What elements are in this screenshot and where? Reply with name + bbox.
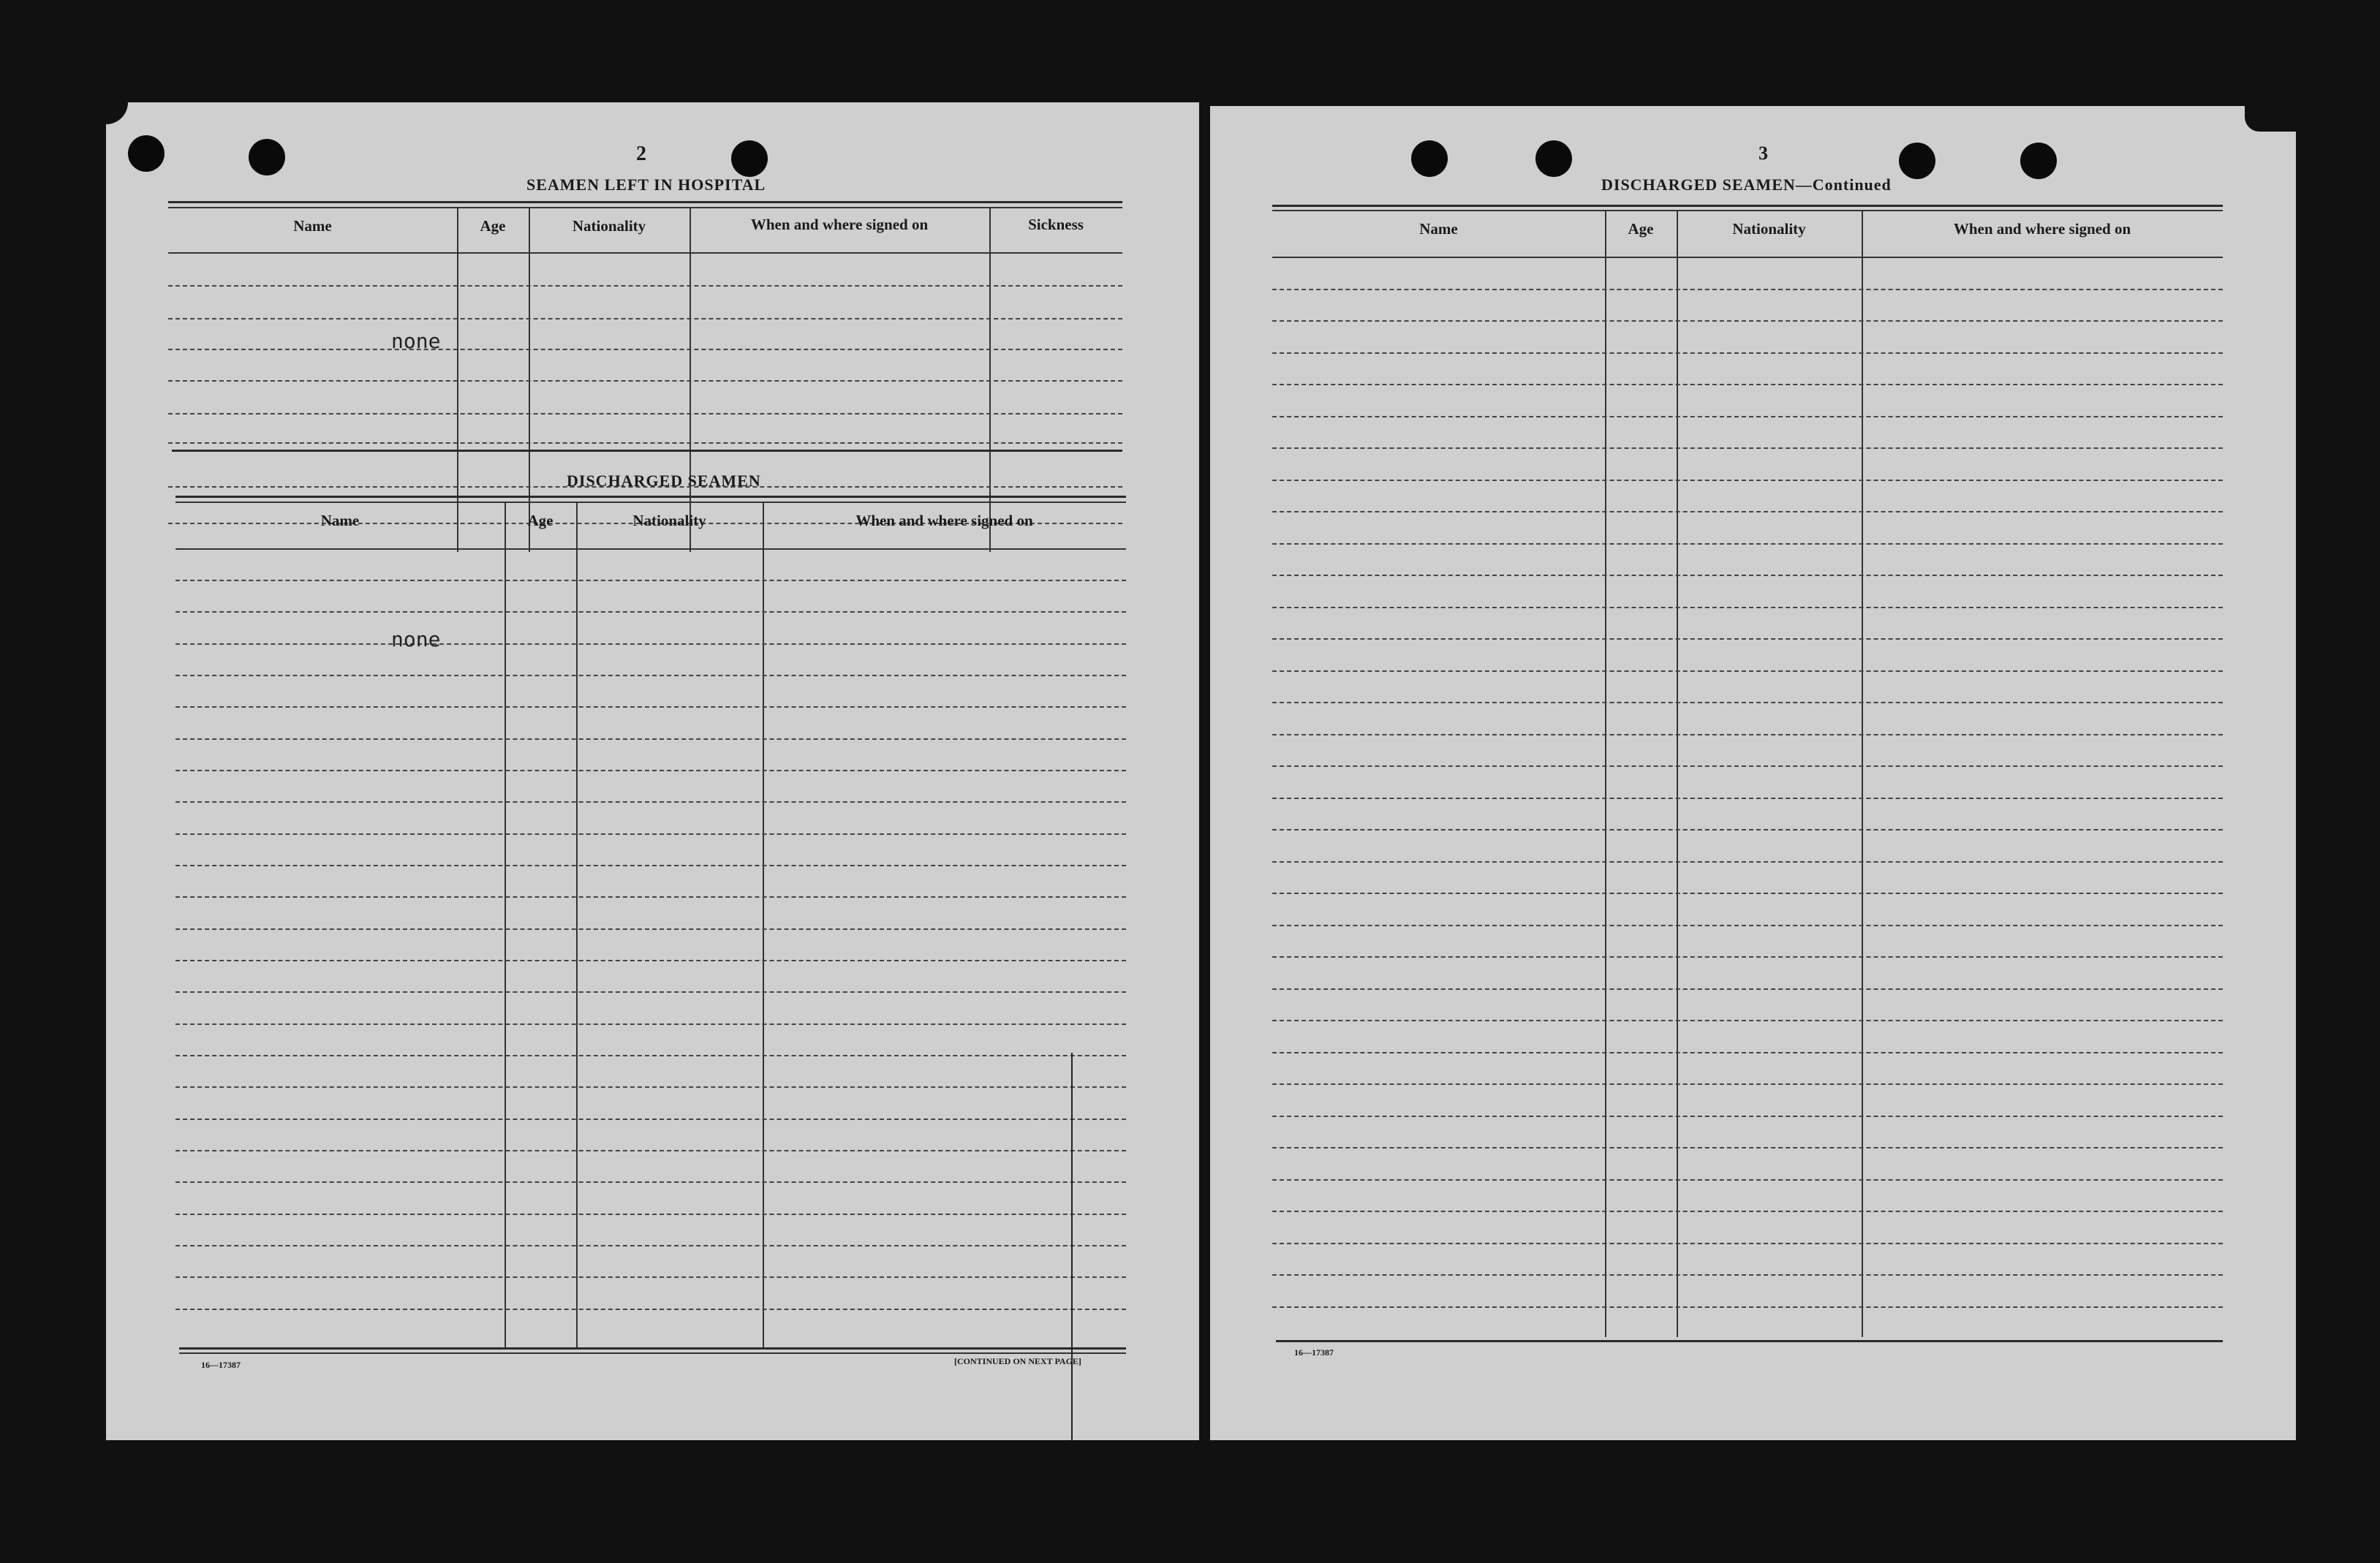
table-top-rule: [168, 201, 1122, 203]
page-notch: [99, 95, 128, 124]
column-header-sickness: Sickness: [1028, 216, 1084, 233]
entry-line: [168, 442, 1122, 444]
punch-hole: [2020, 143, 2057, 179]
column-header-signed-on: When and where signed on: [855, 512, 1033, 529]
header-underline: [168, 252, 1122, 254]
discharged-table: [175, 503, 1126, 1347]
column-divider: [763, 503, 764, 1347]
entry-line: [175, 991, 1126, 993]
entry-line: [1272, 511, 2223, 512]
column-header-signed-on: When and where signed on: [750, 216, 929, 233]
entry-line: [1272, 765, 2223, 767]
entry-line: [1272, 1306, 2223, 1308]
entry-line: [175, 675, 1126, 676]
entry-line: [175, 833, 1126, 835]
column-divider: [1605, 211, 1606, 1337]
entry-line: [175, 1023, 1126, 1025]
table-top-rule: [175, 496, 1126, 498]
entry-line: [175, 770, 1126, 771]
column-header-nationality: Nationality: [572, 217, 646, 235]
entry-line: [1272, 1274, 2223, 1276]
entry-line: [1272, 320, 2223, 322]
column-header-age: Age: [1628, 220, 1654, 238]
entry-line: [1272, 480, 2223, 481]
entry-line: [175, 706, 1126, 708]
entry-line: [175, 611, 1126, 613]
punch-hole: [1411, 140, 1448, 177]
entry-line: [168, 285, 1122, 287]
entry-line: [1272, 289, 2223, 290]
entry-line: [175, 738, 1126, 740]
punch-hole: [249, 139, 285, 175]
entry-line: [1272, 1116, 2223, 1117]
column-header-signed-on: When and where signed on: [1953, 220, 2131, 238]
entry-line: [168, 349, 1122, 350]
entry-line: [175, 1245, 1126, 1246]
entry-line: [1272, 384, 2223, 385]
typed-entry: none: [391, 329, 441, 353]
punch-hole: [731, 140, 768, 177]
form-number: 16—17387: [201, 1360, 241, 1370]
entry-line: [1272, 925, 2223, 926]
entry-line: [175, 643, 1126, 645]
entry-line: [1272, 734, 2223, 735]
entry-line: [1272, 1179, 2223, 1181]
typed-entry: none: [391, 627, 441, 651]
hospital-section-title: SEAMEN LEFT IN HOSPITAL: [526, 175, 766, 194]
entry-line: [1272, 829, 2223, 830]
entry-line: [175, 896, 1126, 898]
column-header-name: Name: [293, 217, 332, 235]
entry-line: [175, 1214, 1126, 1215]
entry-line: [1272, 575, 2223, 576]
punch-hole: [1899, 143, 1935, 179]
entry-line: [175, 1119, 1126, 1120]
left-page: [106, 102, 1199, 1440]
entry-line: [1272, 702, 2223, 703]
hospital-table: [168, 208, 1122, 552]
column-header-age: Age: [527, 512, 554, 529]
entry-line: [1272, 1020, 2223, 1021]
punch-hole: [128, 135, 165, 172]
entry-line: [168, 318, 1122, 319]
table-bottom-rule: [1276, 1340, 2223, 1342]
page-notch: [2245, 99, 2303, 132]
column-divider: [576, 503, 578, 1347]
entry-line: [168, 413, 1122, 415]
entry-line: [1272, 1211, 2223, 1212]
page-number: 2: [636, 143, 646, 165]
table-bottom-rule: [179, 1347, 1126, 1350]
column-divider: [505, 503, 506, 1347]
header-underline: [175, 548, 1126, 550]
entry-line: [1272, 352, 2223, 354]
table-bottom-rule: [172, 450, 1122, 452]
entry-line: [1272, 798, 2223, 799]
continued-note: [CONTINUED ON NEXT PAGE]: [954, 1356, 1081, 1366]
form-number: 16—17387: [1294, 1347, 1334, 1358]
punch-hole: [1535, 140, 1572, 177]
entry-line: [175, 801, 1126, 803]
entry-line: [175, 1055, 1126, 1056]
entry-line: [1272, 543, 2223, 545]
entry-line: [1272, 956, 2223, 958]
column-header-name: Name: [320, 512, 360, 529]
entry-line: [1272, 1052, 2223, 1053]
entry-line: [175, 1150, 1126, 1151]
entry-line: [1272, 416, 2223, 417]
entry-line: [1272, 1243, 2223, 1244]
header-underline: [1272, 257, 2223, 258]
table-top-rule: [1272, 205, 2223, 207]
entry-line: [1272, 607, 2223, 608]
table-bottom-rule: [179, 1352, 1126, 1354]
right-page: [1210, 106, 2296, 1440]
entry-line: [1272, 1147, 2223, 1148]
entry-line: [175, 928, 1126, 930]
entry-line: [175, 960, 1126, 961]
entry-line: [1272, 447, 2223, 449]
entry-line: [1272, 1083, 2223, 1085]
entry-line: [168, 380, 1122, 382]
column-header-age: Age: [480, 217, 506, 235]
entry-line: [175, 580, 1126, 581]
entry-line: [175, 1181, 1126, 1183]
section-title: DISCHARGED SEAMEN—Continued: [1601, 175, 1892, 194]
column-header-nationality: Nationality: [632, 512, 706, 529]
column-header-nationality: Nationality: [1732, 220, 1806, 238]
column-header-name: Name: [1419, 220, 1458, 238]
entry-line: [175, 865, 1126, 866]
entry-line: [1272, 638, 2223, 640]
discharged-continued-table: [1272, 211, 2223, 1337]
entry-line: [1272, 988, 2223, 990]
paper-tear-line: [1071, 1053, 1073, 1440]
entry-line: [1272, 893, 2223, 894]
discharged-section-title: DISCHARGED SEAMEN: [567, 472, 761, 490]
page-number: 3: [1758, 143, 1768, 164]
entry-line: [1272, 861, 2223, 863]
column-divider: [1862, 211, 1863, 1337]
column-divider: [1677, 211, 1678, 1337]
entry-line: [175, 1086, 1126, 1088]
entry-line: [175, 1309, 1126, 1310]
entry-line: [1272, 670, 2223, 672]
entry-line: [175, 1276, 1126, 1278]
